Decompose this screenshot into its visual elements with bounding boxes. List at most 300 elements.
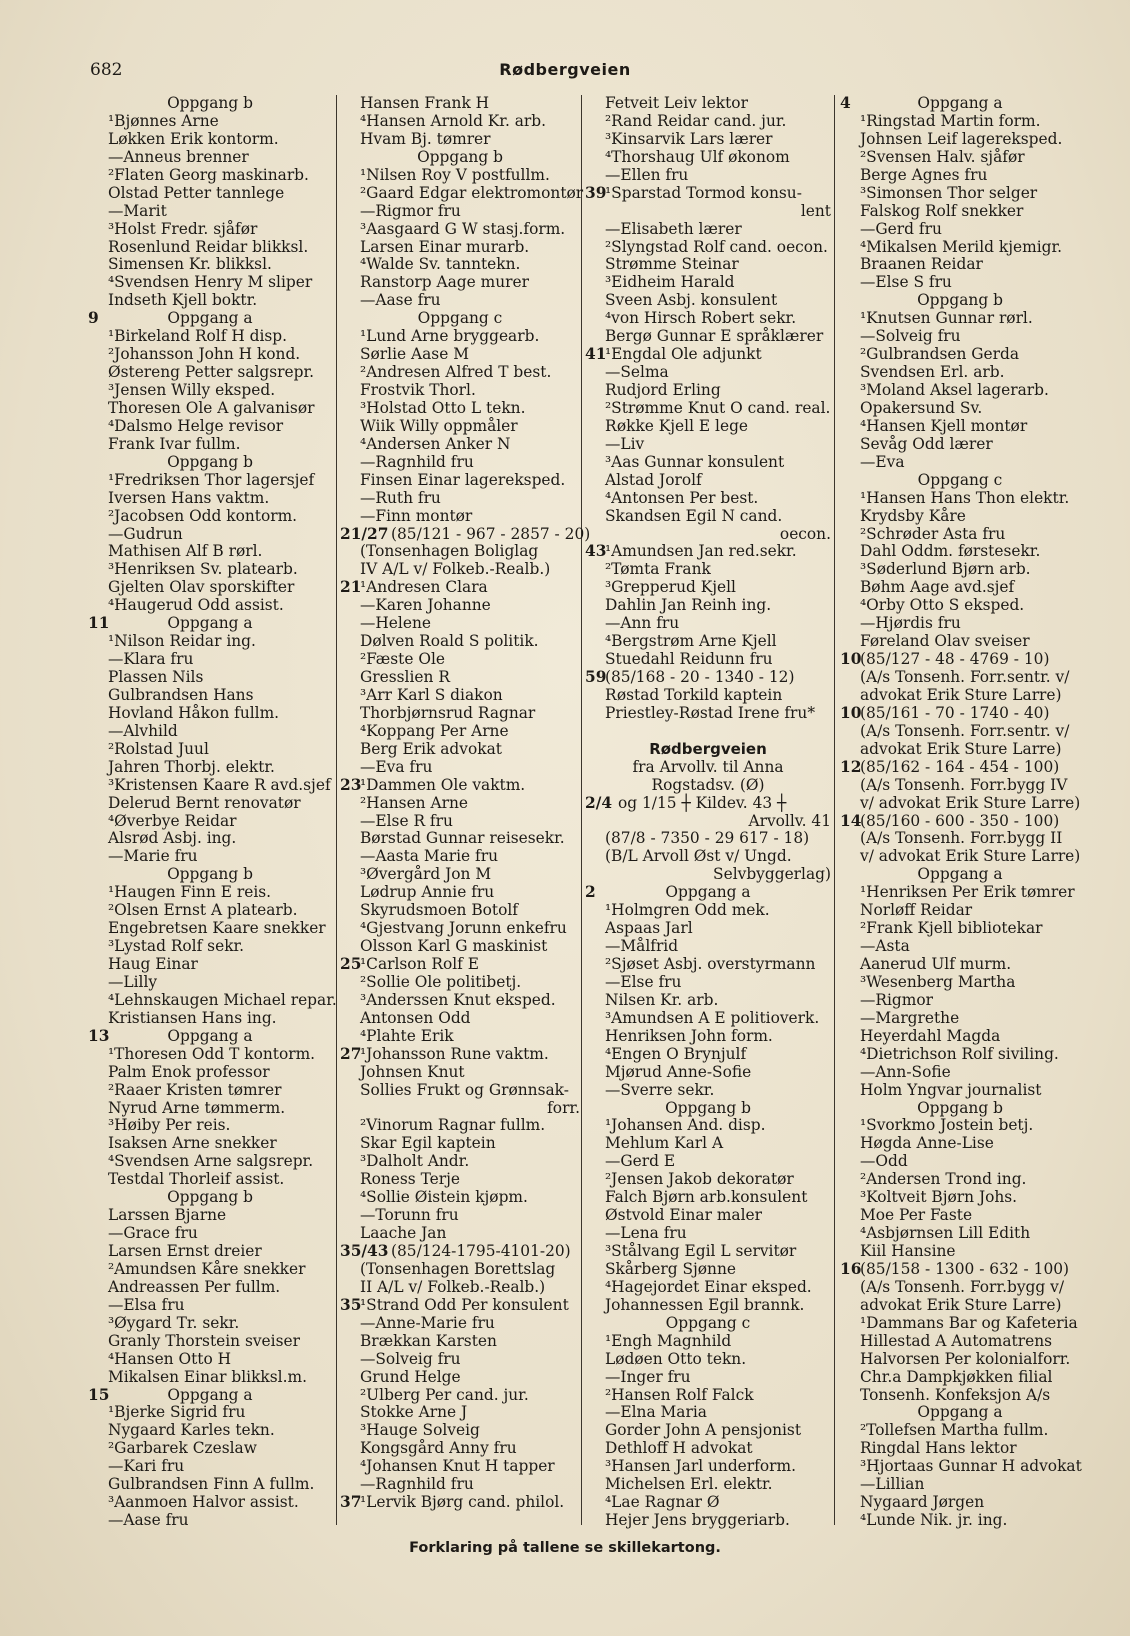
resident-entry: [840, 1225, 1080, 1243]
line-text: ³Lystad Rolf sekr.: [108, 937, 245, 956]
line-text: Dethloff H advokat: [605, 1439, 753, 1458]
resident-entry: [840, 1297, 1080, 1315]
house-number-entry: [340, 1494, 580, 1512]
line-text: ¹Dammen Ole vaktm.: [360, 775, 526, 794]
line-text: (85/158 - 1300 - 632 - 100): [860, 1259, 1070, 1278]
line-text: Thorbjørnsrud Ragnar: [360, 703, 536, 722]
resident-entry: [88, 1135, 332, 1153]
resident-entry: [88, 687, 332, 705]
resident-entry: [340, 866, 580, 884]
line-text: Andreassen Per fullm.: [108, 1277, 281, 1296]
house-number-entry: [840, 759, 1080, 777]
line-text: Oppgang a: [917, 94, 1003, 112]
resident-entry: [585, 95, 831, 113]
resident-entry: [340, 884, 580, 902]
resident-entry: [840, 795, 1080, 813]
resident-entry: [340, 490, 580, 508]
house-number-heading: [88, 1028, 332, 1046]
line-text: —Ann fru: [605, 614, 680, 633]
line-text: Olsson Karl G maskinist: [360, 937, 548, 956]
resident-entry: [585, 633, 831, 651]
line-text: ¹Engh Magnhild: [605, 1331, 732, 1350]
line-text: Sørlie Aase M: [360, 345, 469, 364]
line-text: Wiik Willy oppmåler: [360, 416, 518, 435]
resident-entry: [340, 543, 580, 561]
line-text: ⁴Dietrichson Rolf siviling.: [860, 1044, 1059, 1063]
resident-entry: [840, 669, 1080, 687]
resident-entry: [340, 1135, 580, 1153]
line-text: Oppgang a: [665, 883, 751, 902]
line-text: ⁴Koppang Per Arne: [360, 721, 509, 740]
line-text: (A/s Tonsenh. Forr.sentr. v/: [860, 721, 1070, 740]
resident-entry: [340, 382, 580, 400]
resident-entry: [340, 705, 580, 723]
line-text: Fetveit Leiv lektor: [605, 94, 748, 112]
line-text: —Ragnhild fru: [360, 1475, 474, 1494]
resident-entry: [88, 974, 332, 992]
line-text: Braanen Reidar: [860, 255, 983, 274]
resident-entry: [88, 1351, 332, 1369]
line-text: ²Schrøder Asta fru: [860, 524, 1006, 543]
resident-entry: [340, 256, 580, 274]
resident-entry: [340, 454, 580, 472]
resident-entry: [840, 1494, 1080, 1512]
line-text: —Elisabeth lærer: [605, 219, 742, 238]
line-text: ⁴Johansen Knut H tapper: [360, 1457, 555, 1476]
line-text: Henriksen John form.: [605, 1026, 773, 1045]
line-text: ¹Lervik Bjørg cand. philol.: [360, 1493, 565, 1512]
resident-entry: [840, 1387, 1080, 1405]
line-text: ⁴Hagejordet Einar eksped.: [605, 1277, 812, 1296]
line-text: Nyrud Arne tømmerm.: [108, 1098, 286, 1117]
column-rule: [834, 95, 835, 1525]
house-number: 39: [585, 183, 607, 202]
line-text: Oppgang a: [167, 309, 253, 328]
house-number-heading: [840, 95, 1080, 113]
entrance-heading: [585, 1100, 831, 1118]
line-text: —Lillian: [860, 1475, 925, 1494]
resident-entry: [88, 1153, 332, 1171]
resident-entry: [340, 1279, 580, 1297]
resident-entry: [585, 382, 831, 400]
directory-column-3: [585, 95, 831, 1530]
resident-entry: [340, 920, 580, 938]
house-number-entry: [840, 1261, 1080, 1279]
resident-entry: [840, 830, 1080, 848]
resident-entry: [585, 1243, 831, 1261]
line-text: Østereng Petter salgsrepr.: [108, 363, 315, 382]
resident-entry: [88, 830, 332, 848]
line-text: Dahl Oddm. førstesekr.: [860, 542, 1041, 561]
line-text: ³Wesenberg Martha: [860, 972, 1016, 991]
directory-column-4: [840, 95, 1080, 1530]
line-text: ¹Carlson Rolf E: [360, 955, 479, 973]
resident-entry: [585, 1440, 831, 1458]
line-text: Olstad Petter tannlege: [108, 183, 285, 202]
house-number: 12: [840, 757, 862, 776]
resident-entry: [88, 759, 332, 777]
line-text: Røkke Kjell E lege: [605, 416, 749, 435]
entrance-heading: [840, 1100, 1080, 1118]
resident-entry: [840, 149, 1080, 167]
line-text: Oppgang a: [917, 1403, 1003, 1422]
house-number-heading: [88, 1387, 332, 1405]
line-text: forr.: [547, 1098, 580, 1117]
resident-entry: [840, 1476, 1080, 1494]
resident-entry: [340, 131, 580, 149]
resident-entry: [88, 221, 332, 239]
resident-entry: [340, 938, 580, 956]
line-text: Lødrup Annie fru: [360, 883, 495, 902]
resident-entry: [585, 597, 831, 615]
line-text: ²Olsen Ernst A platearb.: [108, 901, 298, 920]
line-text: ³Koltveit Bjørn Johs.: [860, 1188, 1018, 1207]
continuation-line: [340, 1100, 580, 1118]
house-number-entry: [340, 956, 580, 974]
line-text: Hillestad A Automatrens: [860, 1331, 1053, 1350]
line-text: (85/127 - 48 - 4769 - 10): [860, 650, 1050, 669]
line-text: ³Arr Karl S diakon: [360, 685, 503, 704]
resident-entry: [585, 1064, 831, 1082]
resident-entry: [340, 1028, 580, 1046]
house-number-entry: [585, 669, 831, 687]
resident-entry: [340, 113, 580, 131]
house-number: 35/43: [340, 1242, 389, 1260]
resident-entry: [340, 1458, 580, 1476]
line-text: —Asta: [860, 937, 910, 956]
line-text: —Aasta Marie fru: [360, 847, 499, 866]
line-text: —Marit: [108, 201, 167, 220]
resident-entry: [88, 777, 332, 795]
line-text: ²Ulberg Per cand. jur.: [360, 1385, 529, 1404]
resident-entry: [840, 920, 1080, 938]
resident-entry: [840, 1046, 1080, 1064]
resident-entry: [340, 1189, 580, 1207]
line-text: ¹Birkeland Rolf H disp.: [108, 327, 288, 346]
line-text: ²Rand Reidar cand. jur.: [605, 111, 787, 130]
blank-line: [585, 723, 831, 741]
line-text: Delerud Bernt renovatør: [108, 793, 301, 812]
line-text: —Rigmor: [860, 990, 933, 1009]
line-text: —Grace fru: [108, 1224, 198, 1243]
resident-entry: [585, 920, 831, 938]
line-text: Simensen Kr. blikksl.: [108, 255, 272, 274]
line-text: Nygaard Karles tekn.: [108, 1421, 275, 1440]
resident-entry: [840, 436, 1080, 454]
line-text: ¹Knutsen Gunnar rørl.: [860, 309, 1033, 328]
house-number-entry: [840, 705, 1080, 723]
line-text: —Finn montør: [360, 506, 473, 525]
line-text: Falch Bjørn arb.konsulent: [605, 1188, 808, 1207]
resident-entry: [840, 1315, 1080, 1333]
line-text: (85/161 - 70 - 1740 - 40): [860, 703, 1050, 722]
line-text: ⁴Thorshaug Ulf økonom: [605, 147, 790, 166]
line-text: ¹Haugen Finn E reis.: [108, 883, 272, 902]
resident-entry: [88, 990, 337, 1010]
resident-entry: [840, 400, 1080, 418]
resident-entry: [840, 597, 1080, 615]
line-text: Roness Terje: [360, 1170, 460, 1189]
line-text: Østvold Einar maler: [605, 1206, 762, 1225]
resident-entry: [840, 490, 1080, 508]
line-text: —Ellen fru: [605, 165, 689, 184]
line-text: Heyerdahl Magda: [860, 1026, 1001, 1045]
resident-entry: [340, 633, 580, 651]
line-text: ¹Hansen Hans Thon elektr.: [860, 488, 1070, 507]
line-text: ³Henriksen Sv. platearb.: [108, 560, 298, 579]
resident-entry: [585, 1494, 831, 1512]
line-text: Oppgang a: [167, 1026, 253, 1045]
resident-entry: [585, 167, 831, 185]
line-text: Rødbergveien: [649, 739, 767, 758]
line-text: —Inger fru: [605, 1367, 691, 1386]
resident-entry: [88, 633, 332, 651]
line-text: ²Fæste Ole: [360, 650, 446, 669]
directory-column-2: [340, 94, 591, 1512]
line-text: Ringdal Hans lektor: [860, 1439, 1017, 1458]
resident-entry: [340, 723, 580, 741]
resident-entry: [585, 705, 831, 723]
line-text: ²Gulbrandsen Gerda: [860, 345, 1020, 364]
line-text: ⁴Plahte Erik: [360, 1026, 454, 1045]
line-text: —Klara fru: [108, 650, 194, 669]
line-text: v/ advokat Erik Sture Larre): [860, 793, 1081, 812]
resident-entry: [585, 974, 831, 992]
resident-entry: [88, 203, 332, 221]
house-number: 59: [585, 668, 607, 686]
resident-entry: [88, 1404, 332, 1422]
street-description: [585, 777, 831, 795]
line-text: ⁴Walde Sv. tanntekn.: [360, 255, 521, 274]
line-text: Holm Yngvar journalist: [860, 1080, 1042, 1099]
resident-entry: [585, 1117, 831, 1135]
line-text: Kiil Hansine: [860, 1242, 956, 1260]
resident-entry: [340, 1117, 580, 1135]
resident-entry: [88, 705, 332, 723]
entrance-heading: [585, 1315, 831, 1333]
resident-entry: [340, 597, 580, 615]
resident-entry: [840, 1243, 1080, 1261]
line-text: Grund Helge: [360, 1367, 461, 1386]
resident-entry: [88, 418, 332, 436]
house-number-entry: [840, 813, 1080, 831]
line-text: ²Andersen Trond ing.: [860, 1170, 1027, 1189]
line-text: ⁴Sollie Øistein kjøpm.: [360, 1188, 528, 1207]
resident-entry: [88, 1512, 332, 1530]
entrance-heading: [88, 95, 332, 113]
house-number: 35: [340, 1295, 362, 1314]
resident-entry: [340, 1351, 580, 1369]
line-text: ³Holstad Otto L tekn.: [360, 398, 526, 417]
resident-entry: [840, 1064, 1080, 1082]
resident-entry: [340, 830, 580, 848]
resident-entry: [88, 131, 332, 149]
line-text: ¹Svorkmo Jostein betj.: [860, 1116, 1034, 1135]
resident-entry: [88, 1494, 332, 1512]
resident-entry: [585, 131, 831, 149]
line-text: Mjørud Anne-Sofie: [605, 1062, 752, 1081]
line-text: Larsen Ernst dreier: [108, 1242, 262, 1260]
line-text: (85/124-1795-4101-20): [391, 1242, 571, 1260]
line-text: ²Gaard Edgar elektromontør: [360, 183, 584, 202]
resident-entry: [88, 741, 332, 759]
resident-entry: [840, 274, 1080, 292]
line-text: ²Hansen Rolf Falck: [605, 1385, 754, 1404]
resident-entry: [585, 848, 831, 866]
line-text: Brækkan Karsten: [360, 1331, 497, 1350]
line-text: Antonsen Odd: [360, 1008, 471, 1027]
line-text: —Liv: [605, 434, 645, 453]
line-text: ¹Dammans Bar og Kafeteria: [860, 1313, 1078, 1332]
resident-entry: [840, 418, 1080, 436]
line-text: —Selma: [605, 363, 669, 382]
line-text: Oppgang c: [665, 1313, 751, 1332]
line-text: (Tonsenhagen Borettslag: [360, 1259, 556, 1278]
resident-entry: [840, 346, 1080, 364]
line-text: Hovland Håkon fullm.: [108, 703, 280, 722]
resident-entry: [585, 221, 831, 239]
resident-entry: [340, 1422, 580, 1440]
resident-entry: [88, 848, 332, 866]
line-text: ⁴Bergstrøm Arne Kjell: [605, 632, 777, 651]
house-number-entry: [840, 651, 1080, 669]
resident-entry: [88, 113, 332, 131]
line-text: ³Aanmoen Halvor assist.: [108, 1493, 299, 1512]
line-text: ²Andresen Alfred T best.: [360, 363, 552, 382]
line-text: Rogstadsv. (Ø): [651, 775, 765, 794]
line-text: Alsrød Asbj. ing.: [108, 829, 237, 848]
line-text: —Karen Johanne: [360, 596, 491, 615]
line-text: advokat Erik Sture Larre): [860, 685, 1062, 704]
resident-entry: [585, 328, 831, 346]
house-number-entry: [340, 1046, 580, 1064]
house-number: 27: [340, 1044, 362, 1063]
resident-entry: [88, 185, 332, 203]
resident-entry: [585, 561, 831, 579]
line-text: Gulbrandsen Hans: [108, 685, 254, 704]
line-text: Arvollv. 41: [748, 811, 831, 830]
line-text: Dahlin Jan Reinh ing.: [605, 596, 772, 615]
column-rule: [581, 95, 582, 1525]
line-text: Bøhm Aage avd.sjef: [860, 578, 1015, 597]
resident-entry: [88, 364, 332, 382]
resident-entry: [585, 113, 831, 131]
resident-entry: [840, 1010, 1080, 1028]
line-text: Kongsgård Anny fru: [360, 1439, 517, 1458]
house-number-entry: [340, 579, 580, 597]
resident-entry: [585, 1207, 831, 1225]
continuation-line: [585, 813, 831, 831]
page-number: 682: [90, 60, 123, 80]
line-text: ³Øvergård Jon M: [360, 865, 492, 884]
resident-entry: [840, 364, 1080, 382]
line-text: (A/s Tonsenh. Forr.sentr. v/: [860, 668, 1070, 686]
resident-entry: [840, 328, 1080, 346]
line-text: —Målfrid: [605, 937, 679, 956]
resident-entry: [88, 902, 332, 920]
line-text: —Lilly: [108, 972, 158, 991]
line-text: Priestley-Røstad Irene fru*: [605, 703, 816, 722]
resident-entry: [585, 938, 831, 956]
line-text: ³Kristensen Kaare R avd.sjef: [108, 775, 331, 794]
resident-entry: [840, 1458, 1080, 1476]
resident-entry: [88, 795, 332, 813]
line-text: ²Jensen Jakob dekoratør: [605, 1170, 794, 1189]
resident-entry: [88, 490, 332, 508]
resident-entry: [840, 382, 1080, 400]
house-number: 43: [585, 542, 607, 561]
line-text: ³Aasgaard G W stasj.form.: [360, 219, 566, 238]
resident-entry: [585, 490, 831, 508]
resident-entry: [340, 651, 580, 669]
line-text: IV A/L v/ Folkeb.-Realb.): [360, 560, 551, 579]
line-text: Oppgang c: [917, 470, 1003, 489]
line-text: —Sverre sekr.: [605, 1080, 715, 1099]
resident-entry: [585, 400, 831, 418]
house-number: 23: [340, 775, 362, 794]
resident-entry: [88, 956, 332, 974]
resident-entry: [585, 1153, 831, 1171]
resident-entry: [340, 1333, 580, 1351]
line-text: Jahren Thorbj. elektr.: [108, 757, 275, 776]
resident-entry: [585, 292, 831, 310]
line-text: —Else fru: [605, 972, 682, 991]
resident-entry: [88, 1458, 332, 1476]
house-number-entry: [340, 1297, 580, 1315]
line-text: Føreland Olav sveiser: [860, 632, 1030, 651]
entrance-heading: [88, 454, 332, 472]
house-number: 13: [88, 1026, 110, 1045]
line-text: ³Hjortaas Gunnar H advokat: [860, 1457, 1082, 1476]
line-text: Rudjord Erling: [605, 381, 721, 399]
line-text: Laache Jan: [360, 1224, 447, 1243]
line-text: ¹Henriksen Per Erik tømrer: [860, 883, 1075, 902]
resident-entry: [840, 1422, 1080, 1440]
line-text: ³Jensen Willy eksped.: [108, 381, 276, 399]
resident-entry: [840, 310, 1080, 328]
line-text: Sollies Frukt og Grønnsak-: [360, 1080, 569, 1099]
resident-entry: [585, 436, 831, 454]
line-text: Oppgang b: [917, 291, 1003, 310]
house-number: 21/27: [340, 524, 389, 543]
resident-entry: [88, 579, 332, 597]
resident-entry: [585, 239, 831, 257]
line-text: Børstad Gunnar reisesekr.: [360, 829, 565, 848]
line-text: Sevåg Odd lærer: [860, 434, 993, 453]
line-text: ⁴Andersen Anker N: [360, 434, 511, 453]
line-text: ²Rolstad Juul: [108, 739, 209, 758]
line-text: —Marie fru: [108, 847, 198, 866]
resident-entry: [88, 1046, 332, 1064]
line-text: Alstad Jorolf: [605, 470, 702, 489]
resident-entry: [340, 221, 580, 239]
resident-entry: [585, 992, 831, 1010]
resident-entry: [88, 651, 332, 669]
resident-entry: [88, 1171, 332, 1189]
line-text: Selvbyggerlag): [713, 865, 831, 884]
line-text: lent: [800, 201, 831, 220]
line-text: Thoresen Ole A galvanisør: [108, 398, 315, 417]
line-text: ¹Bjerke Sigrid fru: [108, 1403, 246, 1422]
resident-entry: [340, 436, 580, 454]
resident-entry: [840, 1351, 1080, 1369]
house-number: 16: [840, 1259, 862, 1278]
resident-entry: [88, 1064, 332, 1082]
line-text: ⁴Asbjørnsen Lill Edith: [860, 1224, 1031, 1243]
line-text: Oppgang b: [417, 147, 503, 166]
resident-entry: [585, 579, 831, 597]
line-text: og 1/15 ┼ Kildev. 43 ┼: [618, 793, 787, 812]
